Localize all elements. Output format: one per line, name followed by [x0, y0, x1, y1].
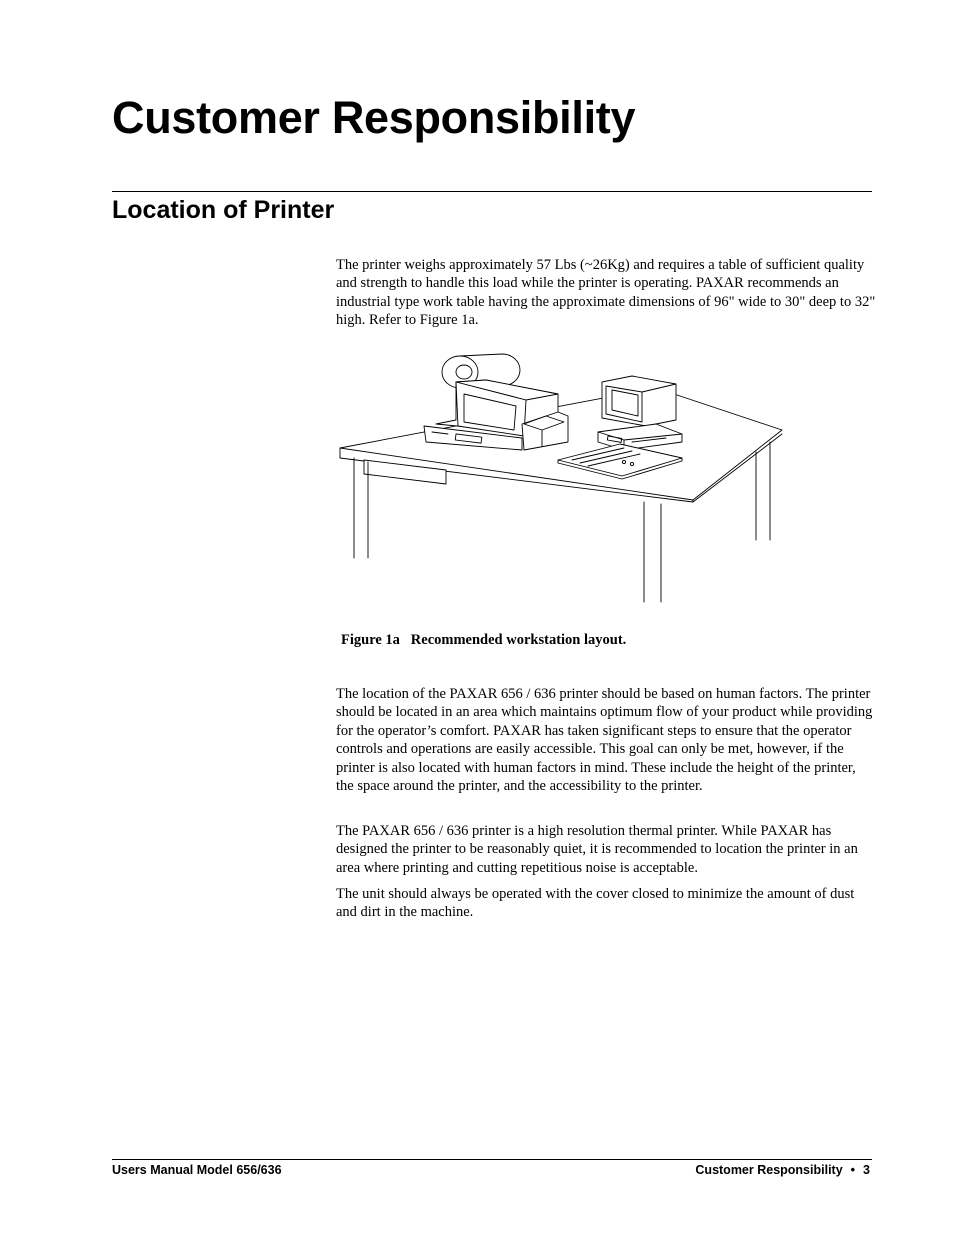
- footer-manual-title: Users Manual Model 656/636: [112, 1163, 282, 1177]
- footer-bullet: •: [850, 1163, 856, 1177]
- footer-divider: [112, 1159, 872, 1160]
- workstation-illustration: [336, 350, 792, 606]
- page-number: 3: [863, 1163, 870, 1177]
- printer-illustration: [424, 354, 568, 450]
- paragraph-cover: The unit should always be operated with the cover closed to minimize the amount of dust and dirt in the machine.: [336, 886, 855, 921]
- section-title: Location of Printer: [112, 196, 335, 224]
- paragraph-human-factors: The location of the PAXAR 656 / 636 printer should be based on human factors. The printer should be located in an area which maintains optimum flow of your product while providing for the operator’s comfort. PAXAR has taken significant steps to ensure that the operator controls and operations are easily accessible. This goal can only be met, however, if the printer is also located with human factors in mind. These include the height of the printer, the space around the printer, and the accessibility to the printer.: [336, 686, 873, 795]
- chapter-title: Customer Responsibility: [112, 92, 636, 143]
- paragraph-printer-weight: The printer weighs approximately 57 Lbs (~26Kg) and requires a table of sufficient quality and strength to handle this load while the printer is operating. PAXAR recommends an industrial type work table having the approximate dimensions of 96" wide to 30" deep to 32" high. Refer to Figure 1a.: [336, 257, 876, 329]
- figure-caption: Figure 1a Recommended workstation layout.: [341, 632, 627, 648]
- paragraph-noise: The PAXAR 656 / 636 printer is a high resolution thermal printer. While PAXAR has designed the printer to be reasonably quiet, it is recommended to location the printer in an area where printing and cutting repetitious noise is acceptable.: [336, 823, 858, 876]
- footer-chapter-label: Customer Responsibility: [695, 1163, 843, 1177]
- footer-chapter-page: [695, 1162, 870, 1178]
- section-divider: [112, 191, 872, 192]
